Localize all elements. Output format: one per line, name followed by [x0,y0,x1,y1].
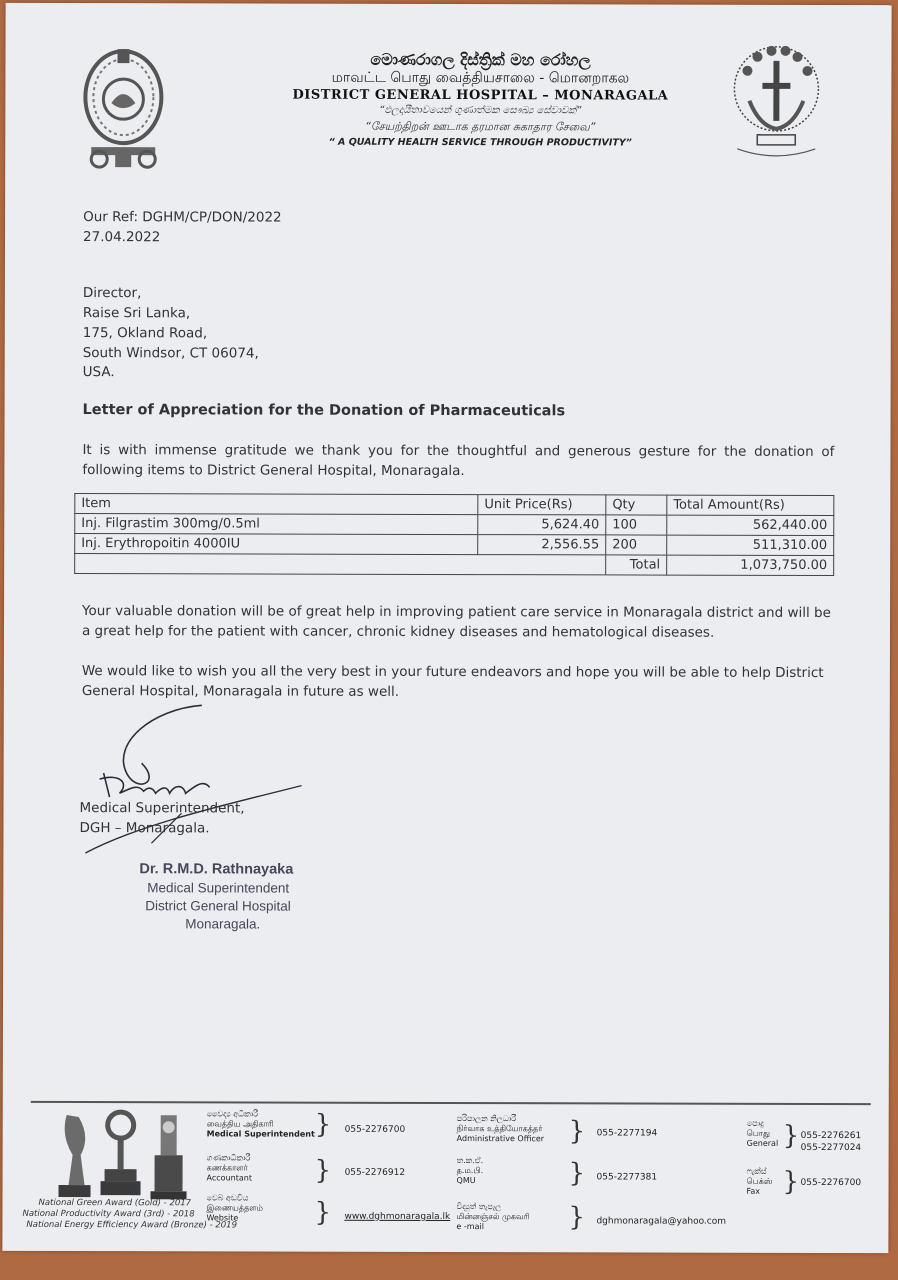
table-header-row [75,494,834,516]
letter-date: 27.04.2022 [83,229,161,246]
medical-superintendent-phone: 055-2276700 [344,1124,406,1135]
recipient-line: South Windsor, CT 06074, [82,345,259,362]
email-address[interactable]: dghmonaragala@yahoo.com [596,1216,727,1227]
item-cell: Inj. Filgrastim 300mg/0.5ml [75,514,478,535]
award-trophies-icon [48,1105,188,1201]
body-paragraph: Your valuable donation will be of great help in improving patient care service in Monaragala district and will be a great help for the patient with cancer, chronic kidney diseases and hematological diseases. [81,603,831,641]
item-cell: Inj. Erythropoitin 4000IU [75,534,478,555]
signatory-organization: DGH – Monaragala. [79,820,210,837]
national-emblem-icon [77,43,169,171]
recipient-line: USA. [82,364,115,381]
stamp-line: Medical Superintendent [147,880,290,896]
contact-label-ta: கணக்காளர் [206,1163,248,1173]
stamp-name: Dr. R.M.D. Rathnayaka [139,861,294,878]
total-amount-cell: 562,440.00 [667,515,834,535]
motto-tamil: “சேயற்திறன் ஊடாக தரமான சுகாதார சேவை” [365,119,596,134]
brace-icon: } [314,1197,332,1228]
brace-icon: } [314,1109,332,1140]
contact-label-ta: மின்னஞ்சல் முகவரி [456,1212,530,1222]
contact-label-si: ගණකාධිකාරී [206,1153,251,1163]
contact-label-ta: இணையத்தளம் [206,1203,263,1213]
contact-label-ta: பெக்ஸ் [746,1176,773,1186]
hospital-logo-icon [727,31,825,163]
hospital-name-tamil: மாவட்ட பொது வைத்தியசாலை - மொனறாகல [331,69,630,87]
brace-icon: } [568,1158,586,1189]
contact-label-si: විද්‍යුත් තැපෑල [456,1202,502,1212]
contact-label-en: General [746,1138,779,1148]
empty-cell [75,554,606,575]
motto-sinhala: “ඵලදායීතාවයෙන් ගුණාත්මක සෞඛ්‍ය සේවාවක්” [379,104,582,117]
award-text: National Green Award (Gold) - 2017 [38,1197,192,1209]
body-paragraph: We would like to wish you all the very best in your future endeavors and hope you will be able to help District General Hospital, Monaragala in future as well. [81,663,824,700]
column-header: Unit Price(Rs) [478,495,606,515]
brace-icon: } [568,1116,586,1147]
brace-icon: } [782,1120,800,1151]
brace-icon: } [782,1166,800,1197]
donation-table [74,493,834,576]
contact-label-en: Medical Superintendent [206,1129,315,1139]
column-header: Qty [606,495,667,515]
stamp-line: District General Hospital [145,898,291,914]
contact-label-si: ත.ක.ඒ. [456,1156,484,1166]
column-header: Total Amount(Rs) [667,495,834,515]
contact-label-en: Accountant [206,1173,252,1183]
column-header: Item [75,494,478,515]
contact-label-en: Website [206,1213,239,1223]
contact-label-ta: வைத்திய அதிகாரி [206,1119,274,1129]
total-amount-cell: 511,310.00 [667,535,834,555]
administrative-officer-phone: 055-2277194 [596,1128,658,1139]
hospital-name-sinhala: මොණරාගල දිස්ත්‍රික් මහ රෝහල [370,49,591,70]
contact-label-en: Fax [746,1186,761,1196]
motto-english: “ A QUALITY HEALTH SERVICE THROUGH PRODUCTIVITY” [328,136,632,149]
contact-label-en: e -mail [456,1222,484,1232]
qmu-phone: 055-2277381 [596,1172,658,1183]
accountant-phone: 055-2276912 [344,1167,406,1178]
qty-cell: 200 [606,535,667,555]
table-row [75,514,834,536]
contact-label-si: පොදු [746,1118,764,1128]
signatory-title: Medical Superintendent, [79,800,245,817]
contact-label-ta: நிர்வாக உத்தியோகத்தர் [456,1124,543,1134]
contact-label-si: වෙබ් අඩවිය [206,1193,249,1203]
intro-paragraph: It is with immense gratitude we thank you for the thoughtful and generous gesture for the donation of following items to District General Hospital, Monaragala. [82,442,835,480]
letter-page [2,3,891,1253]
recipient-line: Raise Sri Lanka, [82,305,191,322]
contact-label-si: ෆැක්ස් [746,1166,767,1176]
general-phone: 055-2277024 [800,1142,862,1154]
general-phone: 055-2276261 [800,1130,862,1142]
stamp-line: Monaragala. [185,916,261,932]
contact-label-en: QMU [456,1176,476,1186]
unit-price-cell: 5,624.40 [478,515,606,535]
contact-label-ta: த.ம.பி. [456,1166,484,1176]
reference-number: Our Ref: DGHM/CP/DON/2022 [83,209,282,226]
hospital-name-english: DISTRICT GENERAL HOSPITAL – MONARAGALA [292,87,669,104]
contact-label-en: Administrative Officer [456,1134,545,1144]
unit-price-cell: 2,556.55 [478,535,606,555]
brace-icon: } [568,1202,586,1233]
award-text: National Productivity Award (3rd) - 2018 [22,1208,195,1220]
qty-cell: 100 [606,515,667,535]
website-link[interactable]: www.dghmonaragala.lk [344,1211,451,1223]
total-label: Total [606,555,667,575]
letter-subject: Letter of Appreciation for the Donation of Pharmaceuticals [82,402,566,420]
brace-icon: } [314,1155,332,1186]
contact-label-ta: பொது [746,1128,770,1138]
table-total-row [75,554,834,576]
table-row [75,534,834,556]
grand-total-cell: 1,073,750.00 [667,555,834,575]
recipient-line: Director, [82,285,142,302]
fax-number: 055-2276700 [800,1177,862,1189]
contact-label-si: වෛද්‍ය අධිකාරී [206,1109,259,1119]
award-text: National Energy Efficiency Award (Bronze) - 2019 [26,1219,238,1231]
contact-label-si: පරිපාලන නිලධාරී [456,1114,517,1124]
recipient-line: 175, Okland Road, [82,325,208,342]
